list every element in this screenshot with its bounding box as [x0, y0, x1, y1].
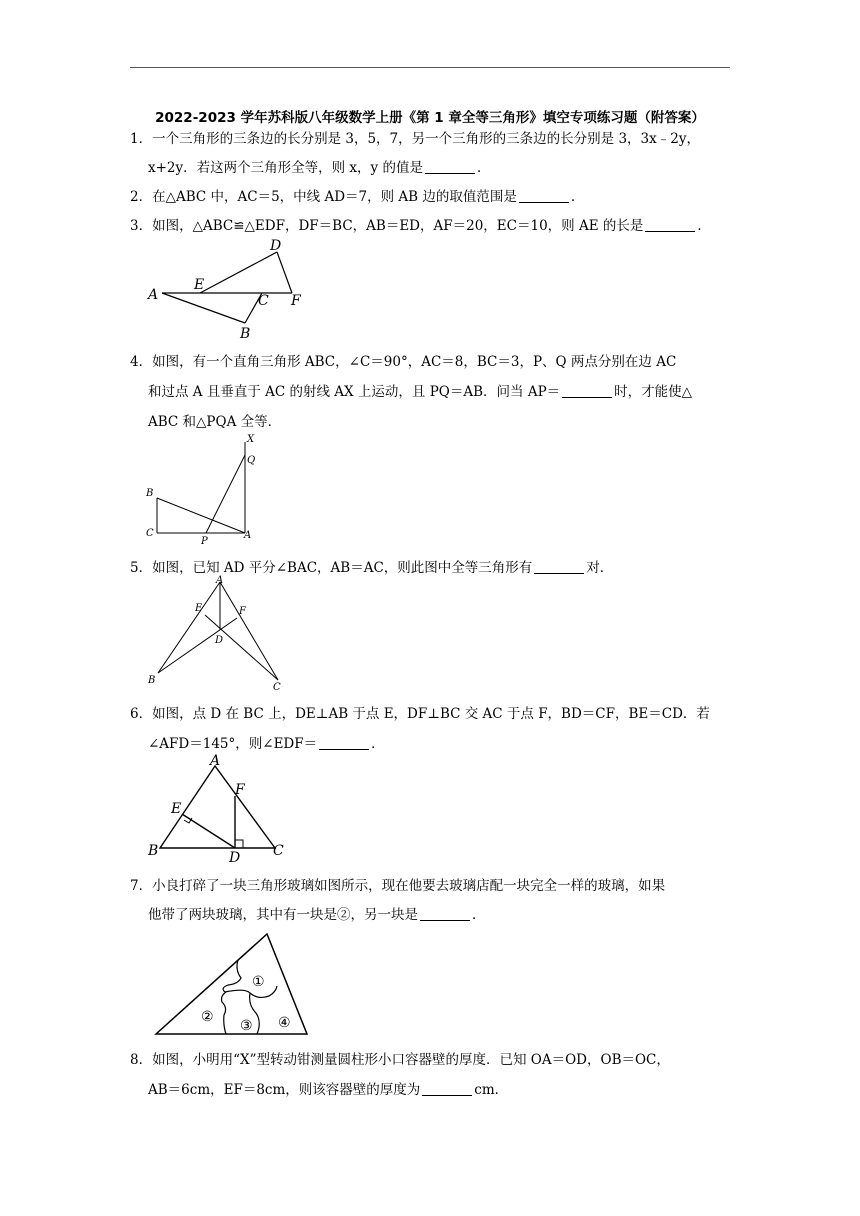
question-7-line-2: 他带了两块玻璃，其中有一块是②，另一块是 ．	[148, 907, 486, 923]
figure-4	[140, 430, 270, 545]
label-d: D	[270, 238, 282, 254]
answer-blank	[422, 1082, 472, 1097]
question-1-line-1: 1．一个三角形的三条边的长分别是 3，5，7，另一个三角形的三条边的长分别是 3，3x﹣2y，	[130, 131, 700, 147]
question-2-line-1: 2．在△ABC 中，AC＝5，中线 AD＝7，则 AB 边的取值范围是 ．	[130, 189, 585, 205]
question-7-line-1: 7．小良打碎了一块三角形玻璃如图所示，现在他要去玻璃店配一块完全一样的玻璃，如果	[130, 878, 666, 894]
question-3-line-1: 3．如图，△ABC≌△EDF，DF＝BC，AB＝ED，AF＝20，EC＝10，则 AE 的长是 ．	[130, 218, 711, 234]
label-b: B	[148, 843, 159, 859]
label-b: B	[148, 675, 156, 686]
label-c: C	[273, 682, 281, 693]
question-1-line-2: x+2y．若这两个三角形全等，则 x，y 的值是 ．	[148, 160, 491, 176]
page-title: 2022-2023 学年苏科版八年级数学上册《第 1 章全等三角形》填空专项练习题（附答案）	[155, 110, 705, 126]
figure-7	[150, 930, 315, 1040]
question-6-line-1: 6．如图，点 D 在 BC 上，DE⊥AB 于点 E，DF⊥BC 交 AC 于点 F，BD＝CF，BE＝CD．若	[130, 706, 710, 722]
label-b: B	[146, 488, 154, 499]
figure-3	[140, 235, 320, 345]
label-a: A	[244, 530, 252, 541]
label-f: F	[291, 293, 301, 309]
question-5-line-1: 5．如图，已知 AD 平分∠BAC，AB＝AC，则此图中全等三角形有 对．	[130, 560, 614, 576]
piece-label-4: ④	[278, 1015, 291, 1031]
label-a: A	[210, 753, 221, 769]
label-f: F	[239, 606, 246, 617]
answer-blank	[519, 189, 569, 204]
label-c: C	[258, 293, 269, 309]
answer-blank	[425, 160, 475, 175]
figure-6	[140, 752, 300, 864]
question-6-line-2: ∠AFD＝145°，则∠EDF＝ ．	[148, 736, 385, 752]
label-p: P	[201, 536, 208, 545]
answer-blank	[319, 736, 369, 751]
piece-label-2: ②	[201, 1009, 214, 1025]
label-e: E	[171, 801, 182, 817]
header-rule	[130, 67, 730, 68]
label-e: E	[194, 277, 205, 293]
answer-blank	[645, 218, 695, 233]
piece-label-3: ③	[240, 1018, 253, 1034]
label-a: A	[216, 575, 224, 586]
label-q: Q	[247, 455, 256, 466]
answer-blank	[420, 907, 470, 922]
question-4-line-3: ABC 和△PQA 全等．	[148, 414, 282, 430]
figure-5	[140, 575, 300, 695]
answer-blank	[534, 560, 584, 575]
label-x: X	[247, 434, 255, 445]
label-c: C	[146, 528, 154, 539]
label-e: E	[195, 603, 203, 614]
answer-blank	[562, 384, 612, 399]
label-a: A	[148, 287, 159, 303]
piece-label-1: ①	[252, 974, 265, 990]
label-b: B	[240, 326, 251, 342]
question-4-line-2: 和过点 A 且垂直于 AC 的射线 AX 上运动，且 PQ＝AB．问当 AP＝ 时，才能使△	[148, 384, 693, 400]
label-d: D	[215, 635, 224, 646]
question-4-line-1: 4．如图，有一个直角三角形 ABC，∠C＝90°，AC＝8，BC＝3，P、Q 两点分别在边 AC	[130, 354, 677, 370]
question-8-line-1: 8．如图，小明用“X”型转动钳测量圆柱形小口容器壁的厚度．已知 OA＝OD，OB＝OC，	[130, 1052, 670, 1068]
question-8-line-2: AB＝6cm，EF＝8cm，则该容器壁的厚度为 cm．	[148, 1082, 509, 1098]
label-c: C	[273, 843, 284, 859]
label-f: F	[235, 782, 245, 798]
label-d: D	[229, 850, 241, 864]
